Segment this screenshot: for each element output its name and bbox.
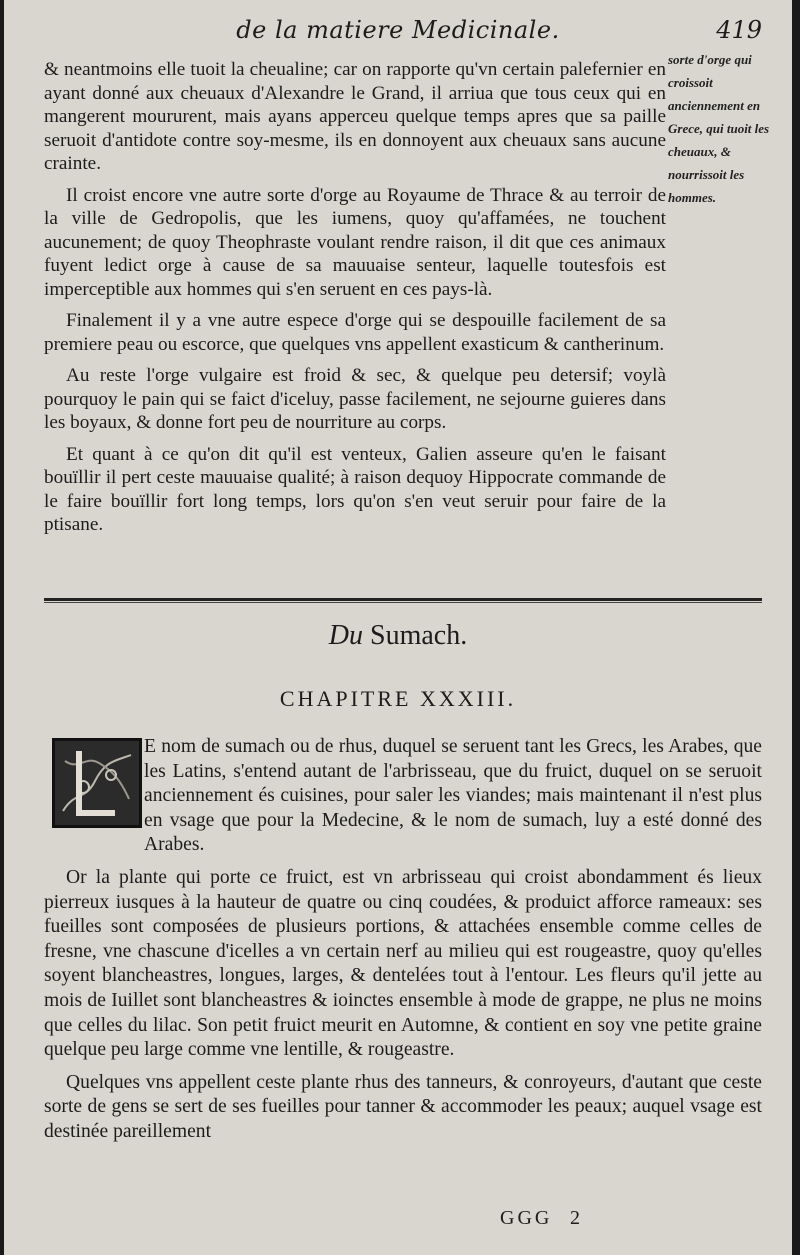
section-title xyxy=(4,620,792,652)
signature-letters: GGG xyxy=(500,1207,553,1229)
signature-number: 2 xyxy=(570,1207,580,1229)
paragraph-5: Et quant à ce qu'on dit qu'il est venteux, Galien asseure qu'en le faisant bouïllir il pert ceste mauuaise qualité; à raison dequoy Hippocrate commande de le faire bouïllir fort long temps, lors qu'on s'en veut seruir pour faire de la ptisane. xyxy=(44,443,666,535)
paragraph-4: Au reste l'orge vulgaire est froid & sec, & quelque peu detersif; voylà pourquoy le pain qui se faict d'iceluy, passe facilement, ne sejourne guieres dans les boyaux, & donne fort peu de nourriture au corps. xyxy=(44,365,666,433)
section-divider-thin xyxy=(44,602,762,603)
chapter-heading: CHAPITRE XXXIII. xyxy=(279,686,517,711)
section-title-prefix: Du xyxy=(328,620,363,651)
paragraph-3: Finalement il y a vne autre espece d'orge qui se despouille facilement de sa premiere peau ou escorce, que quelques vns appellent exasticum & cantherinum. xyxy=(44,310,666,355)
paragraph-1: & neantmoins elle tuoit la cheualine; car on rapporte qu'vn certain palefernier en ayant donné aux cheuaux d'Alexandre le Grand, il arriua que tous ceux qui en mangerent moururent, mais ayans apperceu quelque temps apres que sa paille seruoit d'antidote contre soy-mesme, ils en donnoyent aux cheuaux sans aucune crainte. xyxy=(44,59,666,174)
section-divider xyxy=(44,598,762,601)
book-page xyxy=(4,0,792,1255)
page-number: 419 xyxy=(716,16,762,44)
paragraph-2: Il croist encore vne autre sorte d'orge au Royaume de Thrace & au terroir de la ville de Gedropolis, que les iumens, quoy qu'affamées, ne touchent aucunement; de quoy Theophraste voulant rendre raison, il dit que ces animaux fuyent ledict orge à cause de sa mauuaise senteur, laquelle toutesfois est imperceptible aux hommes qui s'en seruent en ces pays-là. xyxy=(44,184,666,300)
section-title-word: Sumach. xyxy=(370,620,468,651)
chapter-paragraph-2: Or la plante qui porte ce fruict, est vn arbrisseau qui croist abondamment és lieux pierreux iusques à la hauteur de quatre ou cinq coudées, & produict afforce rameaux: ses fueilles sont composées de plusieurs portions, & attachées ensemble comme celles de fresne, vne chascune d'icelles a vn certain nerf au milieu qui est rougeastre, quoy qu'elles soyent blancheastres, longues, larges, & dentelées tout à l'entour. Les fleurs qu'il jette au mois de Iuillet sont blancheastres & ioinctes ensemble à mode de grappe, ne plus ne moins que celles du lilac. Son petit fruict meurit en Automne, & contient en soy vne petite graine quelque peu large comme vne lentille, & rougeastre. xyxy=(44,866,762,1061)
margin-note: sorte d'orge qui croissoit anciennement en Grece, qui tuoit les cheuaux, & nourrissoit les hommes. xyxy=(668,52,770,205)
chapter-paragraph-3: Quelques vns appellent ceste plante rhus des tanneurs, & conroyeurs, d'autant que ceste sorte de gens se sert de ses fueilles pour tanner & accommoder les peaux; auquel vsage est destinée pareillement xyxy=(44,1071,762,1142)
top-text-block xyxy=(44,58,666,545)
chapter-text-block xyxy=(44,735,762,1153)
chapter-paragraph-1: E nom de sumach ou de rhus, duquel se seruent tant les Grecs, les Arabes, que les Latins, s'entend autant de l'arbrisseau, que du fruict, duquel on se seruoit anciennement és cuisines, pour saler les viandes; mais maintenant il n'est plus en vsage que pour la Medecine, & le nom de sumach, luy a esté donné des Arabes. xyxy=(144,736,762,856)
running-head-title: de la matiere Medicinale. xyxy=(236,16,560,44)
running-head xyxy=(4,16,792,50)
